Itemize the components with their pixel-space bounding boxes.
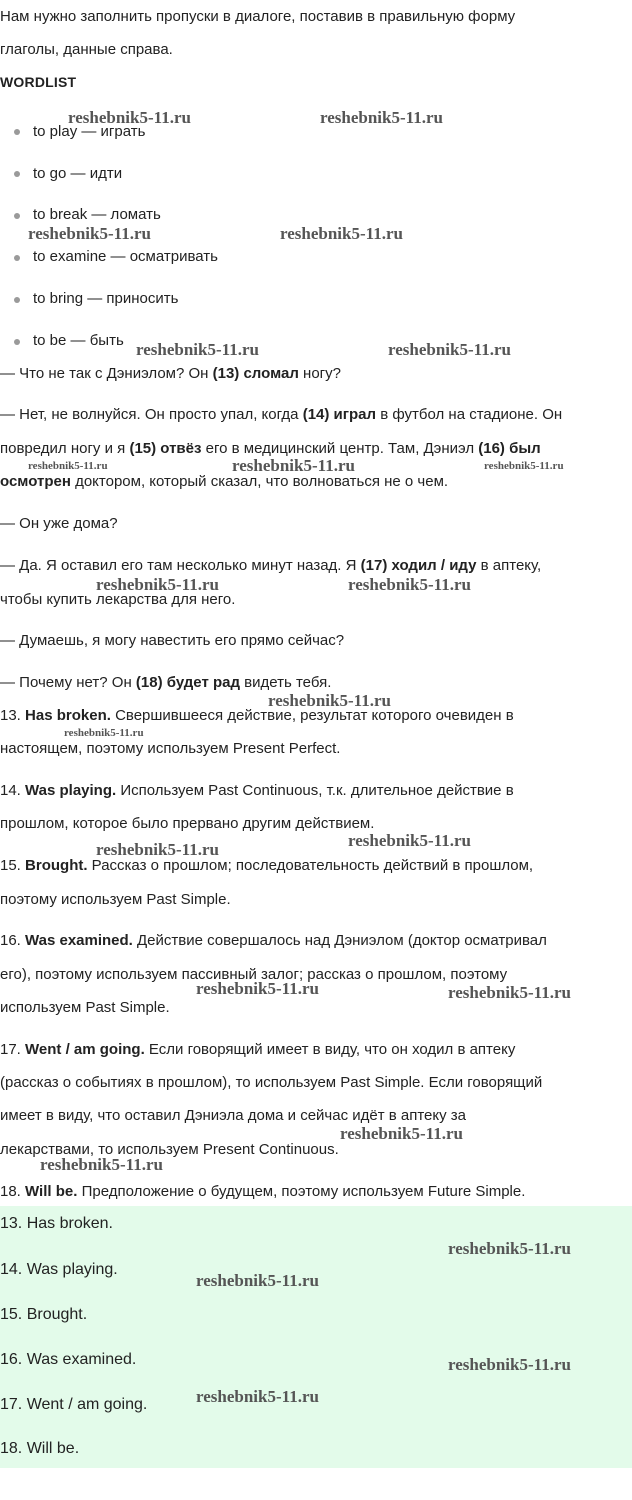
watermark: reshebnik5-11.ru bbox=[40, 1155, 163, 1174]
explanation-16: 16. Was examined. Действие совершалось над Дэниэлом (доктор осматривал bbox=[0, 932, 547, 949]
dialogue-line: — Почему нет? Он (18) будет рад видеть тебя. bbox=[0, 674, 332, 691]
wordlist-item: to play — играть bbox=[33, 123, 146, 140]
wordlist-item: to bring — приносить bbox=[33, 290, 179, 307]
watermark: reshebnik5-11.ru bbox=[320, 108, 443, 127]
bullet-icon bbox=[14, 339, 20, 345]
explanation-17-cont: (рассказ о событиях в прошлом), то используем Past Simple. Если говорящий bbox=[0, 1074, 543, 1091]
explanation-13-cont: настоящем, поэтому используем Present Perfect. bbox=[0, 740, 341, 757]
explanation-15: 15. Brought. Рассказ о прошлом; последовательность действий в прошлом, bbox=[0, 857, 534, 874]
intro-line-1: Нам нужно заполнить пропуски в диалоге, поставив в правильную форму bbox=[0, 8, 516, 25]
answer-item: 15. Brought. bbox=[0, 1306, 88, 1323]
watermark: reshebnik5-11.ru bbox=[196, 1387, 319, 1406]
explanation-15-cont: поэтому используем Past Simple. bbox=[0, 891, 231, 908]
bullet-icon bbox=[14, 297, 20, 303]
watermark: reshebnik5-11.ru bbox=[448, 983, 571, 1002]
watermark: reshebnik5-11.ru bbox=[448, 1355, 571, 1374]
watermark: reshebnik5-11.ru bbox=[96, 840, 219, 859]
watermark: reshebnik5-11.ru bbox=[68, 108, 191, 127]
watermark: reshebnik5-11.ru bbox=[268, 691, 391, 710]
dialogue-line: — Думаешь, я могу навестить его прямо сейчас? bbox=[0, 632, 345, 649]
dialogue-line: повредил ногу и я (15) отвёз его в медицинский центр. Там, Дэниэл (16) был bbox=[0, 440, 541, 457]
explanation-17: 17. Went / am going. Если говорящий имеет в виду, что он ходил в аптеку bbox=[0, 1041, 516, 1058]
wordlist-item: to go — идти bbox=[33, 165, 123, 182]
explanation-14-cont: прошлом, которое было прервано другим действием. bbox=[0, 815, 375, 832]
explanation-17-cont: имеет в виду, что оставил Дэниэла дома и сейчас идёт в аптеку за bbox=[0, 1107, 467, 1124]
bullet-icon bbox=[14, 213, 20, 219]
watermark: reshebnik5-11.ru bbox=[64, 727, 144, 739]
dialogue-line: — Что не так с Дэниэлом? Он (13) сломал ногу? bbox=[0, 365, 341, 382]
watermark: reshebnik5-11.ru bbox=[388, 340, 511, 359]
explanation-18: 18. Will be. Предположение о будущем, поэтому используем Future Simple. bbox=[0, 1183, 526, 1200]
watermark: reshebnik5-11.ru bbox=[348, 831, 471, 850]
answer-item: 16. Was examined. bbox=[0, 1351, 137, 1368]
watermark: reshebnik5-11.ru bbox=[196, 979, 319, 998]
bullet-icon bbox=[14, 255, 20, 261]
explanation-13: 13. Has broken. Свершившееся действие, результат которого очевиден в bbox=[0, 707, 514, 724]
intro-line-2: глаголы, данные справа. bbox=[0, 41, 173, 58]
watermark: reshebnik5-11.ru bbox=[96, 575, 219, 594]
watermark: reshebnik5-11.ru bbox=[484, 460, 564, 472]
dialogue-line: — Да. Я оставил его там несколько минут назад. Я (17) ходил / иду в аптеку, bbox=[0, 557, 542, 574]
watermark: reshebnik5-11.ru bbox=[136, 340, 259, 359]
dialogue-line: чтобы купить лекарства для него. bbox=[0, 591, 236, 608]
wordlist-item: to break — ломать bbox=[33, 206, 161, 223]
watermark: reshebnik5-11.ru bbox=[28, 460, 108, 472]
bullet-icon bbox=[14, 171, 20, 177]
answer-item: 13. Has broken. bbox=[0, 1215, 113, 1232]
explanation-16-cont: его), поэтому используем пассивный залог; рассказ о прошлом, поэтому bbox=[0, 966, 508, 983]
watermark: reshebnik5-11.ru bbox=[280, 224, 403, 243]
dialogue-line: — Нет, не волнуйся. Он просто упал, когда (14) играл в футбол на стадионе. Он bbox=[0, 406, 563, 423]
wordlist-item: to examine — осматривать bbox=[33, 248, 218, 265]
wordlist-item: to be — быть bbox=[33, 332, 124, 349]
watermark: reshebnik5-11.ru bbox=[196, 1271, 319, 1290]
answer-item: 18. Will be. bbox=[0, 1440, 80, 1457]
watermark: reshebnik5-11.ru bbox=[340, 1124, 463, 1143]
explanation-14: 14. Was playing. Используем Past Continuous, т.к. длительное действие в bbox=[0, 782, 514, 799]
watermark: reshebnik5-11.ru bbox=[232, 456, 355, 475]
bullet-icon bbox=[14, 129, 20, 135]
watermark: reshebnik5-11.ru bbox=[28, 224, 151, 243]
explanation-16-cont: используем Past Simple. bbox=[0, 999, 170, 1016]
dialogue-line: — Он уже дома? bbox=[0, 515, 118, 532]
watermark: reshebnik5-11.ru bbox=[448, 1239, 571, 1258]
answer-item: 17. Went / am going. bbox=[0, 1396, 148, 1413]
watermark: reshebnik5-11.ru bbox=[348, 575, 471, 594]
dialogue-line: осмотрен доктором, который сказал, что волноваться не о чем. bbox=[0, 473, 449, 490]
explanation-17-cont: лекарствами, то используем Present Continuous. bbox=[0, 1141, 339, 1158]
answer-item: 14. Was playing. bbox=[0, 1261, 118, 1278]
wordlist-title: WORDLIST bbox=[0, 74, 77, 90]
